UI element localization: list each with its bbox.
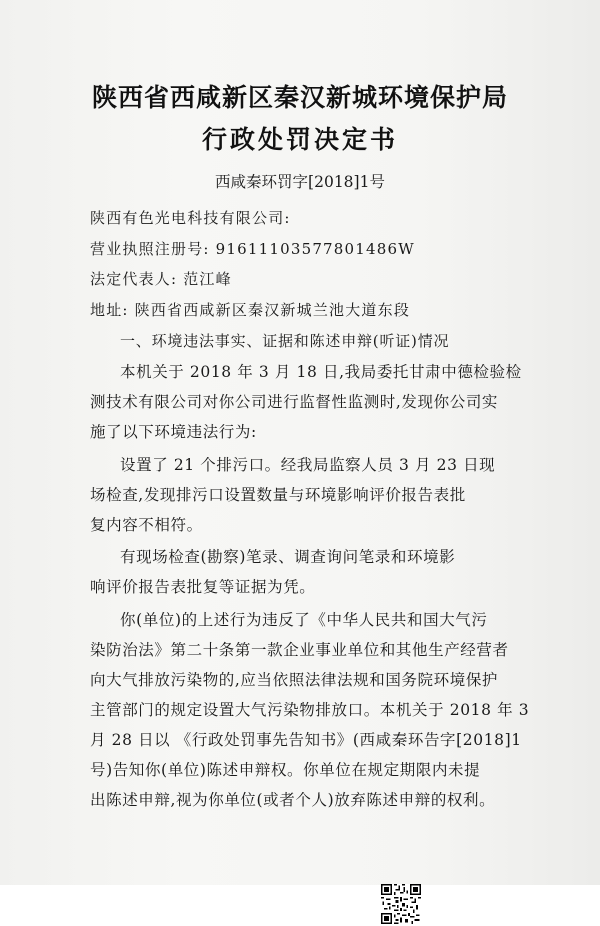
paragraph-line: 你(单位)的上述行为违反了《中华人民共和国大气污 [120, 611, 488, 629]
company-name: 陕西有色光电科技有限公司: [90, 209, 291, 227]
qr-code-icon [381, 884, 421, 924]
section-heading: 一、环境违法事实、证据和陈述申辩(听证)情况 [120, 332, 450, 350]
paragraph-line: 有现场检查(勘察)笔录、调查询问笔录和环境影 [120, 548, 456, 566]
company-address: 地址: 陕西省西咸新区秦汉新城兰池大道东段 [90, 301, 411, 319]
page-footer [0, 885, 600, 926]
paragraph-line: 测技术有限公司对你公司进行监督性监测时,发现你公司实 [90, 393, 499, 411]
paragraph-line: 响评价报告表批复等证据为凭。 [90, 578, 316, 596]
paragraph-line: 向大气排放污染物的,应当依照法律法规和国务院环境保护 [90, 671, 499, 689]
paragraph-line: 主管部门的规定设置大气污染物排放口。本机关于 2018 年 3 [90, 701, 530, 719]
paragraph-line: 场检查,发现排污口设置数量与环境影响评价报告表批 [90, 486, 466, 504]
paragraph-line: 月 28 日以 《行政处罚事先告知书》(西咸秦环告字[2018]1 [90, 731, 522, 749]
paragraph-line: 施了以下环境违法行为: [90, 423, 257, 441]
paragraph-line: 本机关于 2018 年 3 月 18 日,我局委托甘肃中德检验检 [120, 363, 522, 381]
legal-representative: 法定代表人: 范江峰 [90, 270, 232, 288]
paragraph-line: 设置了 21 个排污口。经我局监察人员 3 月 23 日现 [120, 456, 496, 474]
document-title-type: 行政处罚决定书 [201, 125, 398, 154]
paragraph-line: 复内容不相符。 [90, 516, 203, 534]
document-number: 西咸秦环罚字[2018]1号 [215, 173, 385, 191]
business-license-number: 营业执照注册号: 91611103577801486W [90, 240, 415, 258]
paragraph-line: 号)告知你(单位)陈述申辩权。你单位在规定期限内未提 [90, 761, 481, 779]
paragraph-line: 出陈述申辩,视为你单位(或者个人)放弃陈述申辩的权利。 [90, 791, 496, 809]
document-title-authority: 陕西省西咸新区秦汉新城环境保护局 [91, 83, 508, 112]
paragraph-line: 染防治法》第二十条第一款企业事业单位和其他生产经营者 [90, 641, 509, 659]
